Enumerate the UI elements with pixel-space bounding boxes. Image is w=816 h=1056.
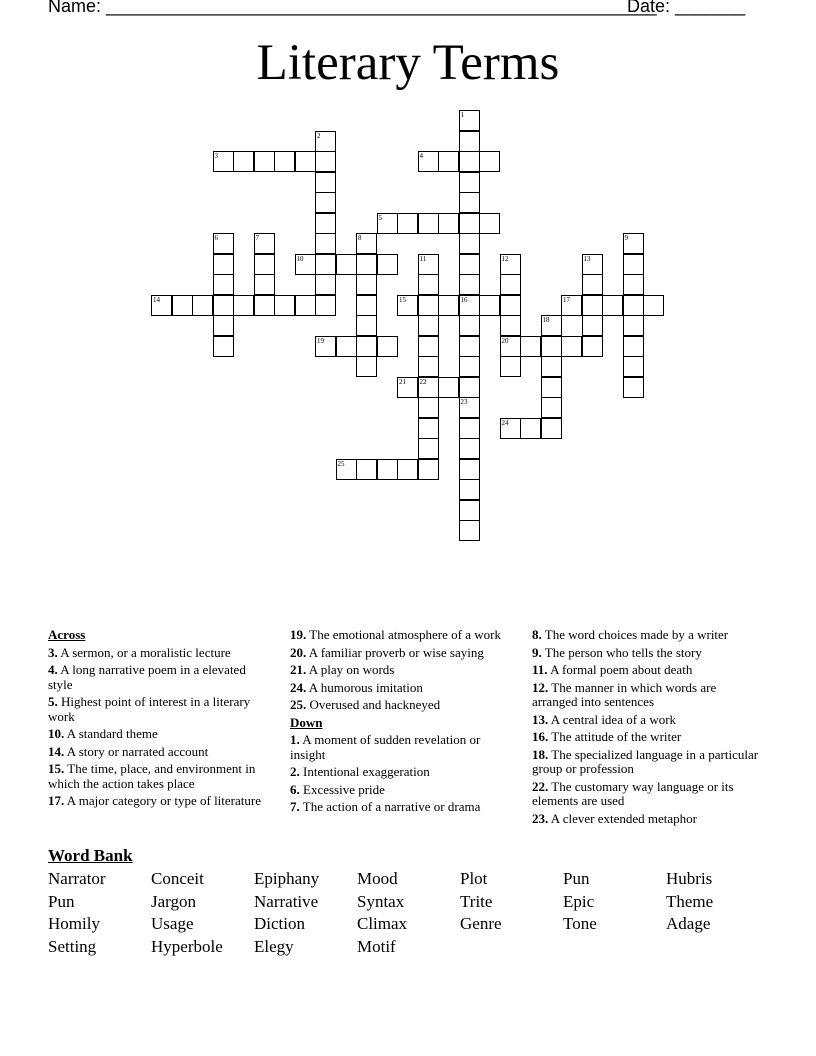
crossword-cell[interactable] — [315, 151, 336, 172]
clue-number: 11 — [419, 254, 427, 263]
crossword-cell[interactable] — [418, 418, 439, 439]
crossword-cell[interactable] — [438, 377, 459, 398]
clue-number: 15 — [399, 295, 406, 304]
crossword-cell[interactable] — [315, 172, 336, 193]
clue-item — [48, 695, 273, 724]
crossword-cell[interactable] — [295, 254, 316, 275]
clue-number: 12 — [501, 254, 509, 263]
crossword-cell[interactable] — [459, 172, 480, 193]
clue-item — [290, 681, 515, 696]
clue-number-label: 15. — [48, 761, 65, 776]
crossword-cell[interactable] — [500, 336, 521, 357]
clue-number: 21 — [399, 377, 406, 386]
crossword-cell[interactable] — [479, 213, 500, 234]
clue-number: 22 — [419, 377, 427, 386]
crossword-cell[interactable] — [254, 274, 275, 295]
clue-number-label: 11. — [532, 662, 548, 677]
word-bank-item: Narrative — [254, 892, 319, 911]
crossword-cell[interactable] — [233, 151, 254, 172]
crossword-cell[interactable] — [500, 356, 521, 377]
crossword-cell[interactable] — [582, 295, 603, 316]
across-heading: Across — [48, 627, 86, 642]
clue-text: The time, place, and environment in which the action takes place — [48, 761, 256, 791]
clue-item — [48, 794, 273, 809]
crossword-cell[interactable] — [541, 397, 562, 418]
crossword-cell[interactable] — [623, 377, 644, 398]
crossword-cell[interactable] — [582, 274, 603, 295]
word-bank-item: Tone — [563, 914, 597, 933]
clue-item — [290, 733, 515, 762]
clue-item — [532, 646, 762, 661]
clue-text: A central idea of a work — [548, 711, 677, 727]
crossword-cell[interactable] — [315, 131, 336, 152]
clue-text: A long narrative poem in a elevated style — [48, 662, 246, 692]
crossword-cell[interactable] — [459, 397, 480, 418]
clue-item — [290, 698, 515, 713]
word-bank-item: Homily — [48, 914, 100, 933]
crossword-cell[interactable] — [397, 213, 418, 234]
crossword-cell[interactable] — [315, 254, 336, 275]
clue-item — [48, 727, 273, 742]
clue-number-label: 7. — [290, 799, 300, 814]
clue-item — [290, 800, 515, 815]
clue-text: A story or narrated account — [64, 743, 209, 759]
crossword-cell[interactable] — [356, 315, 377, 336]
crossword-cell[interactable] — [623, 295, 644, 316]
clue-number: 3 — [214, 152, 218, 160]
crossword-cell[interactable] — [459, 500, 480, 521]
word-bank-item: Diction — [254, 914, 305, 933]
clue-item — [48, 663, 273, 692]
clue-text: A formal poem about death — [547, 662, 693, 677]
clue-item — [532, 628, 762, 643]
word-bank-item: Mood — [357, 869, 398, 888]
crossword-cell[interactable] — [315, 336, 336, 357]
word-bank-item: Theme — [666, 892, 714, 911]
word-bank-item: Epiphany — [254, 869, 320, 888]
crossword-cell[interactable] — [623, 274, 644, 295]
clue-number-label: 5. — [48, 694, 58, 709]
clue-item — [290, 783, 515, 798]
crossword-cell[interactable] — [561, 336, 582, 357]
crossword-cell[interactable] — [623, 233, 644, 254]
crossword-cell[interactable] — [377, 459, 398, 480]
clue-number-label: 10. — [48, 726, 65, 741]
clue-number: 16 — [460, 295, 468, 304]
word-bank-item: Plot — [460, 869, 488, 888]
clue-number-label: 2. — [290, 764, 300, 779]
clues-column-3 — [532, 628, 762, 829]
clue-number-label: 25. — [290, 697, 307, 712]
word-bank-item: Climax — [357, 914, 408, 933]
clue-number: 1 — [460, 111, 464, 119]
clue-item — [48, 646, 273, 661]
clue-text: The emotional atmosphere of a work — [306, 627, 501, 642]
crossword-cell[interactable] — [315, 274, 336, 295]
page-title: Literary Terms — [256, 35, 560, 91]
crossword-cell[interactable] — [213, 254, 234, 275]
crossword-cell[interactable] — [459, 459, 480, 480]
crossword-cell[interactable] — [356, 295, 377, 316]
clue-number: 6 — [214, 234, 218, 242]
crossword-cell[interactable] — [254, 151, 275, 172]
clues-column-2 — [290, 628, 515, 818]
word-bank-item: Pun — [563, 869, 590, 888]
word-bank-item: Trite — [460, 892, 493, 911]
clue-number: 5 — [378, 213, 382, 222]
clue-text: Overused and hackneyed — [306, 697, 441, 712]
crossword-cell[interactable] — [582, 336, 603, 357]
clue-number: 9 — [624, 234, 628, 242]
clue-item — [48, 762, 273, 791]
clue-number-label: 18. — [532, 746, 549, 762]
clue-text: A moment of sudden revelation or insight — [290, 732, 481, 762]
crossword-cell[interactable] — [274, 295, 295, 316]
crossword-cell[interactable] — [582, 315, 603, 336]
word-bank-item: Genre — [460, 914, 502, 933]
down-heading: Down — [290, 714, 323, 730]
date-field-label: Date: _______ — [627, 0, 746, 16]
word-bank-item: Motif — [357, 937, 396, 956]
clue-number-label: 6. — [290, 781, 300, 797]
crossword-cell[interactable] — [541, 377, 562, 398]
crossword-cell[interactable] — [213, 274, 234, 295]
crossword-cell[interactable] — [254, 295, 275, 316]
clue-number-label: 3. — [48, 644, 58, 660]
clue-number: 10 — [296, 254, 304, 263]
crossword-cell[interactable] — [254, 254, 275, 275]
clue-item — [532, 730, 762, 745]
crossword-cell[interactable] — [541, 336, 562, 357]
crossword-cell[interactable] — [418, 438, 439, 459]
crossword-cell[interactable] — [213, 315, 234, 336]
clue-text: The word choices made by a writer — [541, 627, 729, 642]
crossword-cell[interactable] — [459, 315, 480, 336]
crossword-cell[interactable] — [356, 459, 377, 480]
crossword-cell[interactable] — [541, 356, 562, 377]
crossword-cell[interactable] — [274, 151, 295, 172]
crossword-cell[interactable] — [520, 418, 541, 439]
crossword-cell[interactable] — [356, 336, 377, 357]
clue-number: 13 — [583, 254, 591, 263]
clue-text: A major category or type of literature — [64, 793, 261, 808]
clue-number-label: 21. — [290, 662, 307, 677]
crossword-cell[interactable] — [213, 295, 234, 316]
clue-number-label: 13. — [532, 711, 549, 727]
crossword-cell[interactable] — [418, 397, 439, 418]
crossword-cell[interactable] — [315, 233, 336, 254]
crossword-cell[interactable] — [623, 356, 644, 377]
crossword-cell[interactable] — [377, 213, 398, 234]
clue-item — [532, 748, 762, 777]
clue-number-label: 1. — [290, 732, 300, 747]
crossword-cell[interactable] — [541, 315, 562, 336]
crossword-cell[interactable] — [418, 213, 439, 234]
crossword-cell[interactable] — [500, 295, 521, 316]
crossword-cell[interactable] — [520, 336, 541, 357]
word-bank-item: Hyperbole — [151, 937, 223, 956]
clue-item — [532, 663, 762, 678]
clue-text: The action of a narrative or drama — [299, 799, 481, 814]
clue-number-label: 14. — [48, 743, 65, 759]
clue-item — [532, 812, 762, 827]
crossword-cell[interactable] — [213, 336, 234, 357]
clue-item — [290, 646, 515, 661]
clue-number: 4 — [419, 152, 423, 160]
crossword-cell[interactable] — [459, 438, 480, 459]
clue-number: 19 — [317, 336, 324, 345]
crossword-cell[interactable] — [623, 254, 644, 275]
crossword-cell[interactable] — [459, 377, 480, 398]
crossword-cell[interactable] — [459, 131, 480, 152]
crossword-cell[interactable] — [602, 295, 623, 316]
word-bank-item: Elegy — [254, 937, 294, 956]
crossword-cell[interactable] — [459, 274, 480, 295]
clue-number: 14 — [153, 295, 160, 304]
clue-number-label: 12. — [532, 679, 549, 695]
crossword-cell[interactable] — [459, 295, 480, 316]
crossword-cell[interactable] — [541, 418, 562, 439]
clue-number: 7 — [255, 234, 259, 242]
crossword-cell[interactable] — [500, 418, 521, 439]
crossword-cell[interactable] — [500, 254, 521, 275]
crossword-cell[interactable] — [418, 315, 439, 336]
crossword-cell[interactable] — [397, 459, 418, 480]
clue-text: The specialized language in a particular group or profession — [532, 746, 759, 776]
crossword-cell[interactable] — [336, 254, 357, 275]
clue-number: 2 — [317, 131, 321, 140]
crossword-cell[interactable] — [438, 295, 459, 316]
crossword-cell[interactable] — [582, 254, 603, 275]
clue-text: Excessive pride — [299, 781, 385, 797]
clue-number-label: 16. — [532, 729, 549, 744]
crossword-cell[interactable] — [315, 192, 336, 213]
clue-number-label: 9. — [532, 644, 542, 660]
crossword-cell[interactable] — [295, 295, 316, 316]
crossword-cell[interactable] — [151, 295, 172, 316]
crossword-cell[interactable] — [336, 336, 357, 357]
crossword-cell[interactable] — [459, 336, 480, 357]
clue-number-label: 8. — [532, 627, 542, 642]
crossword-cell[interactable] — [418, 295, 439, 316]
word-bank-title: Word Bank — [48, 846, 133, 865]
clue-text: A standard theme — [64, 726, 158, 741]
word-bank-item: Usage — [151, 914, 194, 933]
crossword-cell[interactable] — [459, 418, 480, 439]
word-bank-item: Conceit — [151, 869, 204, 888]
word-bank-item: Epic — [563, 892, 595, 911]
crossword-cell[interactable] — [459, 233, 480, 254]
word-bank-item: Adage — [666, 914, 711, 933]
crossword-cell[interactable] — [397, 295, 418, 316]
word-bank-item: Setting — [48, 937, 97, 956]
clue-number: 20 — [501, 336, 509, 345]
crossword-cell[interactable] — [356, 356, 377, 377]
clue-number-label: 23. — [532, 810, 549, 826]
clue-text: A humorous imitation — [306, 679, 423, 695]
clue-number-label: 4. — [48, 662, 58, 677]
crossword-cell[interactable] — [561, 295, 582, 316]
crossword-cell[interactable] — [418, 356, 439, 377]
clue-text: Intentional exaggeration — [299, 764, 430, 779]
crossword-cell[interactable] — [479, 295, 500, 316]
crossword-cell[interactable] — [213, 233, 234, 254]
clue-number-label: 19. — [290, 627, 307, 642]
word-bank-item: Hubris — [666, 869, 713, 888]
crossword-cell[interactable] — [459, 479, 480, 500]
clue-number-label: 17. — [48, 793, 65, 808]
crossword-cell[interactable] — [172, 295, 193, 316]
crossword-cell[interactable] — [315, 213, 336, 234]
clue-text: A sermon, or a moralistic lecture — [57, 644, 231, 660]
crossword-cell[interactable] — [418, 151, 439, 172]
word-bank-item: Pun — [48, 892, 75, 911]
clue-number: 8 — [358, 234, 362, 242]
crossword-cell[interactable] — [397, 377, 418, 398]
clue-item — [532, 780, 762, 809]
crossword-cell[interactable] — [377, 254, 398, 275]
crossword-cell[interactable] — [213, 151, 234, 172]
clue-text: The person who tells the story — [541, 644, 702, 660]
clue-item — [48, 745, 273, 760]
crossword-cell[interactable] — [356, 274, 377, 295]
clue-item — [290, 628, 515, 643]
clue-number-label: 24. — [290, 679, 307, 695]
clue-number: 17 — [563, 295, 570, 304]
crossword-cell[interactable] — [459, 254, 480, 275]
crossword-cell[interactable] — [623, 336, 644, 357]
clue-text: A clever extended metaphor — [548, 810, 697, 826]
clue-item — [290, 765, 515, 780]
clue-number: 18 — [542, 316, 550, 324]
clue-text: Highest point of interest in a literary work — [48, 694, 251, 724]
crossword-cell[interactable] — [459, 520, 480, 541]
crossword-cell[interactable] — [377, 336, 398, 357]
name-field-label: Name: _______________________________________________________ — [48, 0, 657, 16]
crossword-cell[interactable] — [459, 192, 480, 213]
clue-item — [290, 663, 515, 678]
crossword-cell[interactable] — [623, 315, 644, 336]
clue-text: A play on words — [306, 662, 395, 677]
word-bank-item: Narrator — [48, 869, 106, 888]
crossword-cell[interactable] — [500, 274, 521, 295]
word-bank-item: Syntax — [357, 892, 405, 911]
crossword-cell[interactable] — [356, 233, 377, 254]
crossword-cell[interactable] — [356, 254, 377, 275]
crossword-cell[interactable] — [459, 356, 480, 377]
clue-item — [532, 713, 762, 728]
crossword-cell[interactable] — [459, 110, 480, 131]
clue-text: The manner in which words are arranged into sentences — [532, 679, 717, 709]
clue-number: 23 — [460, 398, 468, 406]
crossword-cell[interactable] — [418, 336, 439, 357]
crossword-cell[interactable] — [418, 377, 439, 398]
crossword-cell[interactable] — [233, 295, 254, 316]
crossword-cell[interactable] — [438, 213, 459, 234]
clue-number: 24 — [501, 418, 509, 427]
crossword-cell[interactable] — [418, 274, 439, 295]
clue-number-label: 22. — [532, 778, 549, 794]
crossword-cell[interactable] — [315, 295, 336, 316]
clue-text: The customary way language or its elements are used — [532, 778, 734, 808]
clue-number-label: 20. — [290, 644, 307, 660]
clue-number: 25 — [337, 459, 345, 468]
crossword-cell[interactable] — [418, 254, 439, 275]
crossword-cell[interactable] — [336, 459, 357, 480]
crossword-cell[interactable] — [643, 295, 664, 316]
crossword-cell[interactable] — [295, 151, 316, 172]
word-bank-item: Jargon — [151, 892, 197, 911]
crossword-cell[interactable] — [479, 151, 500, 172]
crossword-cell[interactable] — [438, 151, 459, 172]
crossword-cell[interactable] — [254, 233, 275, 254]
crossword-cell[interactable] — [500, 315, 521, 336]
clue-text: A familiar proverb or wise saying — [306, 644, 484, 660]
crossword-cell[interactable] — [459, 151, 480, 172]
clues-column-1 — [48, 628, 273, 812]
crossword-cell[interactable] — [459, 213, 480, 234]
clue-text: The attitude of the writer — [548, 729, 682, 744]
crossword-cell[interactable] — [192, 295, 213, 316]
crossword-cell[interactable] — [418, 459, 439, 480]
clue-item — [532, 681, 762, 710]
